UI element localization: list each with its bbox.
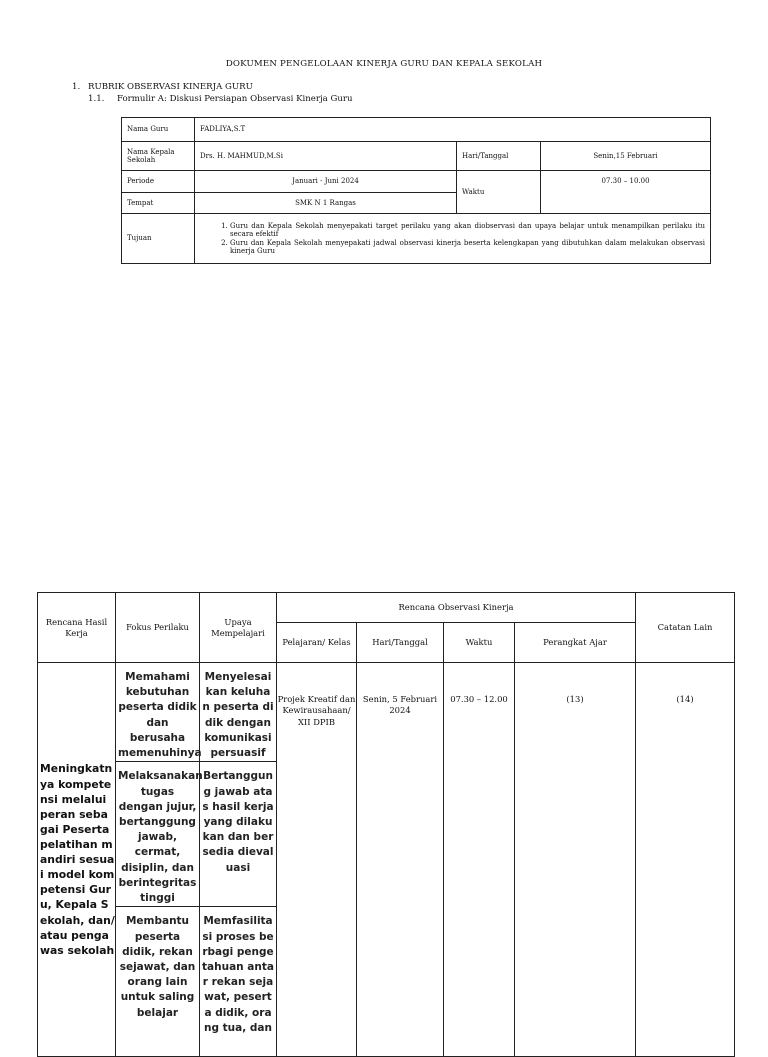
catatan-lain-cell: (14) <box>636 663 735 1057</box>
perangkat-ajar-cell: (13) <box>515 663 636 1057</box>
section-title: RUBRIK OBSERVASI KINERJA GURU <box>88 82 253 92</box>
upaya-mempelajari-cell <box>200 663 277 762</box>
fokus-perilaku-cell: Melaksanakan tugas dengan jujur, bertanggung jawab, cermat, disiplin, dan berintegritas tinggi <box>116 762 200 907</box>
hari-tanggal-cell: Senin, 5 Februari 2024 <box>357 663 444 1057</box>
waktu-cell: 07.30 – 12.00 <box>444 663 515 1057</box>
nama-kepala-label: Nama Kepala Sekolah <box>122 142 195 171</box>
header-hari-tanggal: Hari/Tanggal <box>357 623 444 663</box>
upaya-mempelajari-cell <box>200 907 277 1057</box>
section-number: 1. <box>72 82 81 92</box>
periode-label: Periode <box>122 171 195 193</box>
tujuan-value <box>195 214 711 264</box>
upaya-mempelajari-cell <box>200 762 277 907</box>
section-heading <box>72 82 253 92</box>
header-upaya-mempelajari: Upaya Mempelajari <box>200 593 277 663</box>
tempat-value: SMK N 1 Rangas <box>195 193 457 214</box>
hari-tanggal-label: Hari/Tanggal <box>457 142 541 171</box>
table-row <box>38 593 735 623</box>
upaya-text: Bertanggung jawab atas hasil kerja yang dilakukan dan bersedia dievaluasi <box>202 770 274 874</box>
table-row <box>38 663 735 762</box>
header-perangkat-ajar: Perangkat Ajar <box>515 623 636 663</box>
observation-info-table <box>121 117 711 264</box>
subsection-number: 1.1. <box>88 94 105 104</box>
fokus-perilaku-cell: Memahami kebutuhan peserta didik dan berusaha memenuhinya <box>116 663 200 762</box>
subsection-heading <box>88 94 353 104</box>
fokus-perilaku-cell: Membantu peserta didik, rekan sejawat, dan orang lain untuk saling belajar <box>116 907 200 1057</box>
tujuan-item: 1. Guru dan Kepala Sekolah menyepakati target perilaku yang akan diobservasi dan upaya belajar untuk menampilkan perilaku itu secara efektif <box>230 222 705 239</box>
table-row <box>122 214 711 264</box>
tempat-label: Tempat <box>122 193 195 214</box>
subsection-title: Formulir A: Diskusi Persiapan Observasi Kinerja Guru <box>117 94 353 104</box>
observation-plan-table <box>37 592 735 1057</box>
header-pelajaran-kelas: Pelajaran/ Kelas <box>277 623 357 663</box>
header-fokus-perilaku: Fokus Perilaku <box>116 593 200 663</box>
nama-guru-label: Nama Guru <box>122 118 195 142</box>
waktu-value: 07.30 – 10.00 <box>541 171 711 214</box>
document-title: DOKUMEN PENGELOLAAN KINERJA GURU DAN KEPALA SEKOLAH <box>225 59 543 69</box>
nama-guru-value: FADLIYA,S.T <box>195 118 711 142</box>
nama-kepala-value: Drs. H. MAHMUD,M.Si <box>195 142 457 171</box>
header-waktu: Waktu <box>444 623 515 663</box>
upaya-text: Memfasilitasi proses berbagi pengetahuan antar rekan sejawat, peserta didik, orang tua, dan <box>202 915 274 1034</box>
tujuan-list <box>200 222 705 255</box>
tujuan-label: Tujuan <box>122 214 195 264</box>
table-row <box>122 171 711 193</box>
table-row <box>122 142 711 171</box>
rencana-hasil-kerja-cell: Meningkatnya kompetensi melalui peran sebagai Peserta pelatihan mandiri sesuai model kompetensi Guru, Kepala Sekolah, dan/atau pengawas sekolah <box>38 663 116 1057</box>
table-row <box>122 118 711 142</box>
hari-tanggal-value: Senin,15 Februari <box>541 142 711 171</box>
waktu-label: Waktu <box>457 171 541 214</box>
upaya-text: Menyelesaikan keluhan peserta didik dengan komunikasi persuasif <box>202 671 274 760</box>
pelajaran-kelas-cell: Projek Kreatif dan Kewirausahaan/ XII DPIB <box>277 663 357 1057</box>
header-rencana-observasi: Rencana Observasi Kinerja <box>277 593 636 623</box>
periode-value: Januari - Juni 2024 <box>195 171 457 193</box>
header-rencana-hasil-kerja: Rencana Hasil Kerja <box>38 593 116 663</box>
tujuan-item: 2. Guru dan Kepala Sekolah menyepakati jadwal observasi kinerja beserta kelengkapan yang dibutuhkan dalam melakukan observasi kinerja Guru <box>230 239 705 256</box>
header-catatan-lain: Catatan Lain <box>636 593 735 663</box>
